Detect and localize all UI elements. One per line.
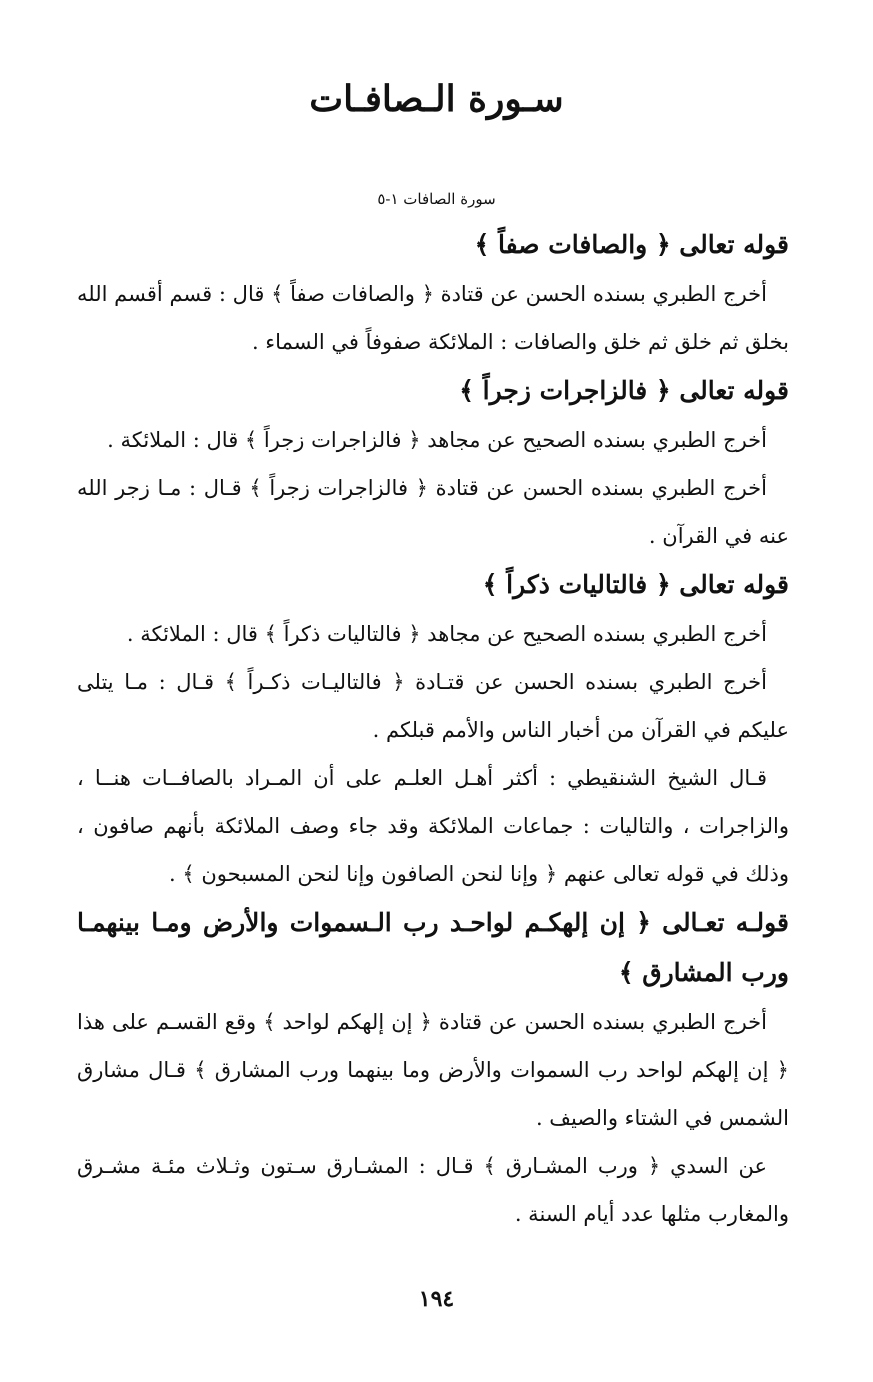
commentary-paragraph: أخرج الطبري بسنده الصحيح عن مجاهد ﴿ فالزاجرات زجراً ﴾ قال : الملائكة . — [107, 428, 767, 452]
page-content — [77, 220, 789, 1238]
verse-heading: قوله تعالى ﴿ فالتاليات ذكراً ﴾ — [482, 570, 789, 599]
section-subtitle: سورة الصافات ١-٥ — [377, 190, 496, 208]
commentary-paragraph: عن السدي ﴿ ورب المشـارق ﴾ قـال : المشـارق سـتون وثـلاث مئـة مشـرق والمغارب مثلها عدد أيام السنة . — [77, 1154, 789, 1226]
commentary-paragraph: أخرج الطبري بسنده الحسن عن قتادة ﴿ والصافات صفاً ﴾ قال : قسم أقسم الله بخلق ثم خلق ثم خلق والصافات : الملائكة صفوفاً في السماء . — [77, 282, 789, 354]
surah-title: سـورة الـصافـات — [309, 78, 564, 120]
commentary-paragraph: أخرج الطبري بسنده الصحيح عن مجاهد ﴿ فالتاليات ذكراً ﴾ قال : الملائكة . — [126, 622, 767, 646]
commentary-paragraph: أخرج الطبري بسنده الحسن عن قتادة ﴿ إن إلهكم لواحد ﴾ وقع القسـم على هذا ﴿ إن إلهكم لواحد رب السموات والأرض وما بينهما ورب المشارق ﴾ قـال مشارق الشمس في الشتاء والصيف . — [77, 1010, 789, 1130]
verse-heading: قولـه تعـالى ﴿ إن إلهكـم لواحـد رب الـسموات والأرض ومـا بينهمـا ورب المشارق ﴾ — [77, 908, 789, 987]
verse-heading: قوله تعالى ﴿ فالزاجرات زجراً ﴾ — [459, 376, 789, 405]
commentary-paragraph: أخرج الطبري بسنده الحسن عن قتادة ﴿ فالزاجرات زجراً ﴾ قـال : مـا زجر الله عنه في القرآن . — [77, 476, 789, 548]
verse-heading: قوله تعالى ﴿ والصافات صفاً ﴾ — [474, 230, 789, 259]
commentary-paragraph: أخرج الطبري بسنده الحسن عن قتـادة ﴿ فالتاليـات ذكـراً ﴾ قـال : مـا يتلى عليكم في القرآن من أخبار الناس والأمم قبلكم . — [77, 670, 789, 742]
page-number: ١٩٤ — [418, 1286, 455, 1312]
commentary-paragraph: قـال الشيخ الشنقيطي : أكثر أهـل العلـم على أن المـراد بالصافــات هنــا ، والزاجرات ، والتاليات : جماعات الملائكة وقد جاء وصف الملائكة بأنهم صافون ، وذلك في قوله تعالى عنهم ﴿ وإنا لنحن الصافون وإنا لنحن المسبحون ﴾ . — [77, 766, 789, 886]
